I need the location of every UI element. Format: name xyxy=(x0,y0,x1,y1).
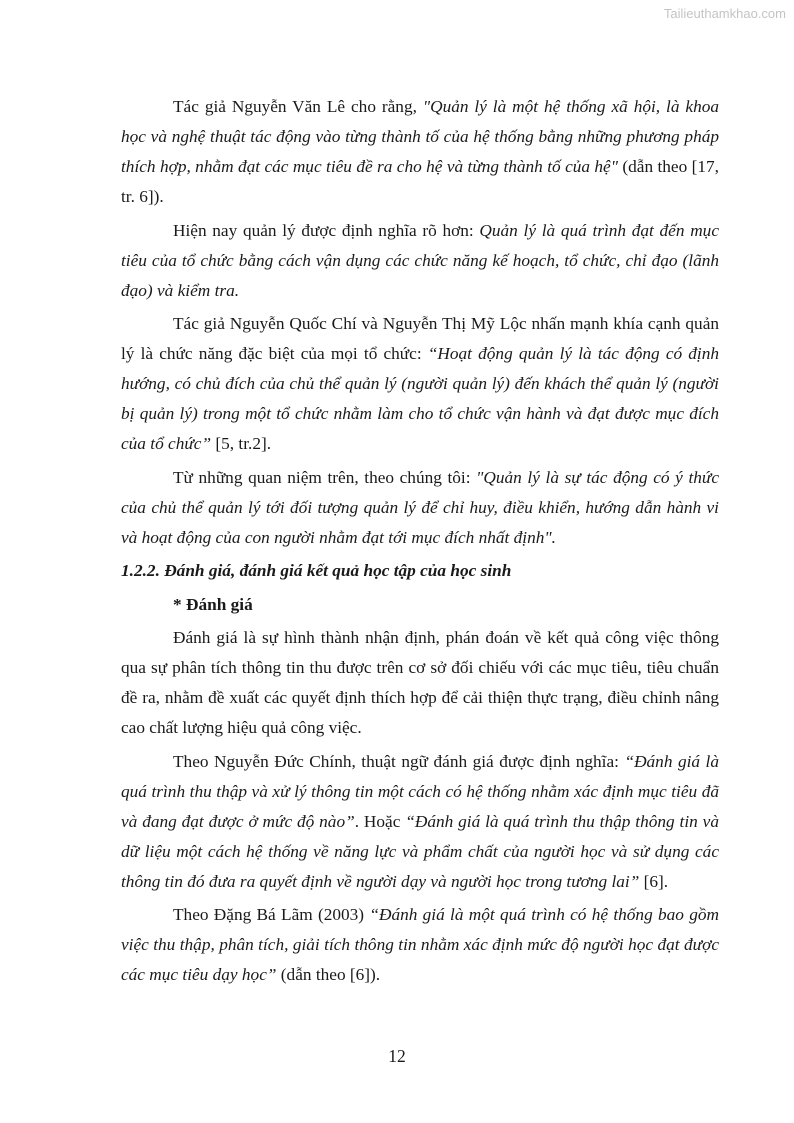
document-body xyxy=(121,92,719,990)
quote-text: "Quản lý là sự tác động có ý thức của chủ thể quản lý tới đối tượng quản lý để chỉ huy, điều khiển, hướng dẫn hành vi và hoạt động của con người nhằm đạt tới mục đích nhất định". xyxy=(121,467,720,547)
text-run: Hiện nay quản lý được định nghĩa rõ hơn: xyxy=(173,220,480,240)
paragraph-conclusion xyxy=(121,463,719,553)
citation: (dẫn theo [17, tr. 6]). xyxy=(121,157,719,206)
text-run: Đánh giá là sự hình thành nhận định, phán đoán về kết quả công việc thông qua sự phân tích thông tin thu được trên cơ sở đối chiếu với các mục tiêu, tiêu chuẩn đề ra, nhằm đề xuất các quyết định thích hợp để cải thiện thực trạng, điều chỉnh nâng cao chất lượng hiệu quả công việc. xyxy=(121,628,719,737)
citation: (dẫn theo [6]). xyxy=(276,965,381,984)
paragraph-nguyen-duc-chinh xyxy=(121,747,719,897)
text-run: Tác giả Nguyễn Quốc Chí và Nguyễn Thị Mỹ Lộc nhấn mạnh khía cạnh quản lý là chức năng đặc biệt của mọi tổ chức: xyxy=(121,314,719,363)
page-number: 12 xyxy=(388,1046,406,1066)
text-run: Theo Nguyễn Đức Chính, thuật ngữ đánh giá được định nghĩa: xyxy=(173,751,625,771)
quote-text: "Quản lý là một hệ thống xã hội, là khoa học và nghệ thuật tác động vào từng thành tố của hệ thống bằng những phương pháp thích hợp, nhằm đạt các mục tiêu đề ra cho hệ và từng thành tố của hệ" xyxy=(121,97,719,176)
paragraph-dang-ba-lam xyxy=(121,900,719,990)
quote-text: “Hoạt động quản lý là tác động có định hướng, có chủ đích của chủ thể quản lý (người quản lý) đến khách thể quản lý (người bị quản lý) trong một tổ chức nhằm làm cho tổ chức vận hành và đạt được mục đích của tổ chức” xyxy=(121,344,720,453)
paragraph-nguyen-van-le xyxy=(121,92,719,212)
watermark: Tailieuthamkhao.com xyxy=(663,6,786,21)
text-run: . Hoặc xyxy=(354,811,406,831)
quote-text: “Đánh giá là quá trình thu thập và xử lý thông tin một cách có hệ thống nhằm xác định mục tiêu đã và đang đạt được ở mức độ nào” xyxy=(121,751,719,831)
quote-text: “Đánh giá là quá trình thu thập thông tin và dữ liệu một cách hệ thống về năng lực và phẩm chất của người học và sử dụng các thông tin đó đưa ra quyết định về người dạy và người học trong tương lai” xyxy=(121,811,719,891)
paragraph-danh-gia-definition xyxy=(121,623,719,743)
paragraph-definition xyxy=(121,216,719,306)
paragraph-nguyen-quoc-chi xyxy=(121,309,719,459)
text-run: Từ những quan niệm trên, theo chúng tôi: xyxy=(173,467,477,487)
subheading-danh-gia: * Đánh giá xyxy=(173,594,253,614)
quote-text: Quản lý là quá trình đạt đến mục tiêu của tổ chức bằng cách vận dụng các chức năng kế hoạch, tổ chức, chỉ đạo (lãnh đạo) và kiểm tra. xyxy=(121,220,719,300)
text-run: Theo Đặng Bá Lãm (2003) xyxy=(173,905,370,924)
citation: [5, tr.2]. xyxy=(211,434,272,453)
quote-text: “Đánh giá là một quá trình có hệ thống bao gồm việc thu thập, phân tích, giải tích thông tin nhằm xác định mức độ người học đạt được các mục tiêu dạy học” xyxy=(121,905,719,984)
citation: [6]. xyxy=(639,871,669,891)
text-run: Tác giả Nguyễn Văn Lê cho rằng, xyxy=(173,97,423,116)
section-heading: 1.2.2. Đánh giá, đánh giá kết quả học tập của học sinh xyxy=(121,561,512,580)
